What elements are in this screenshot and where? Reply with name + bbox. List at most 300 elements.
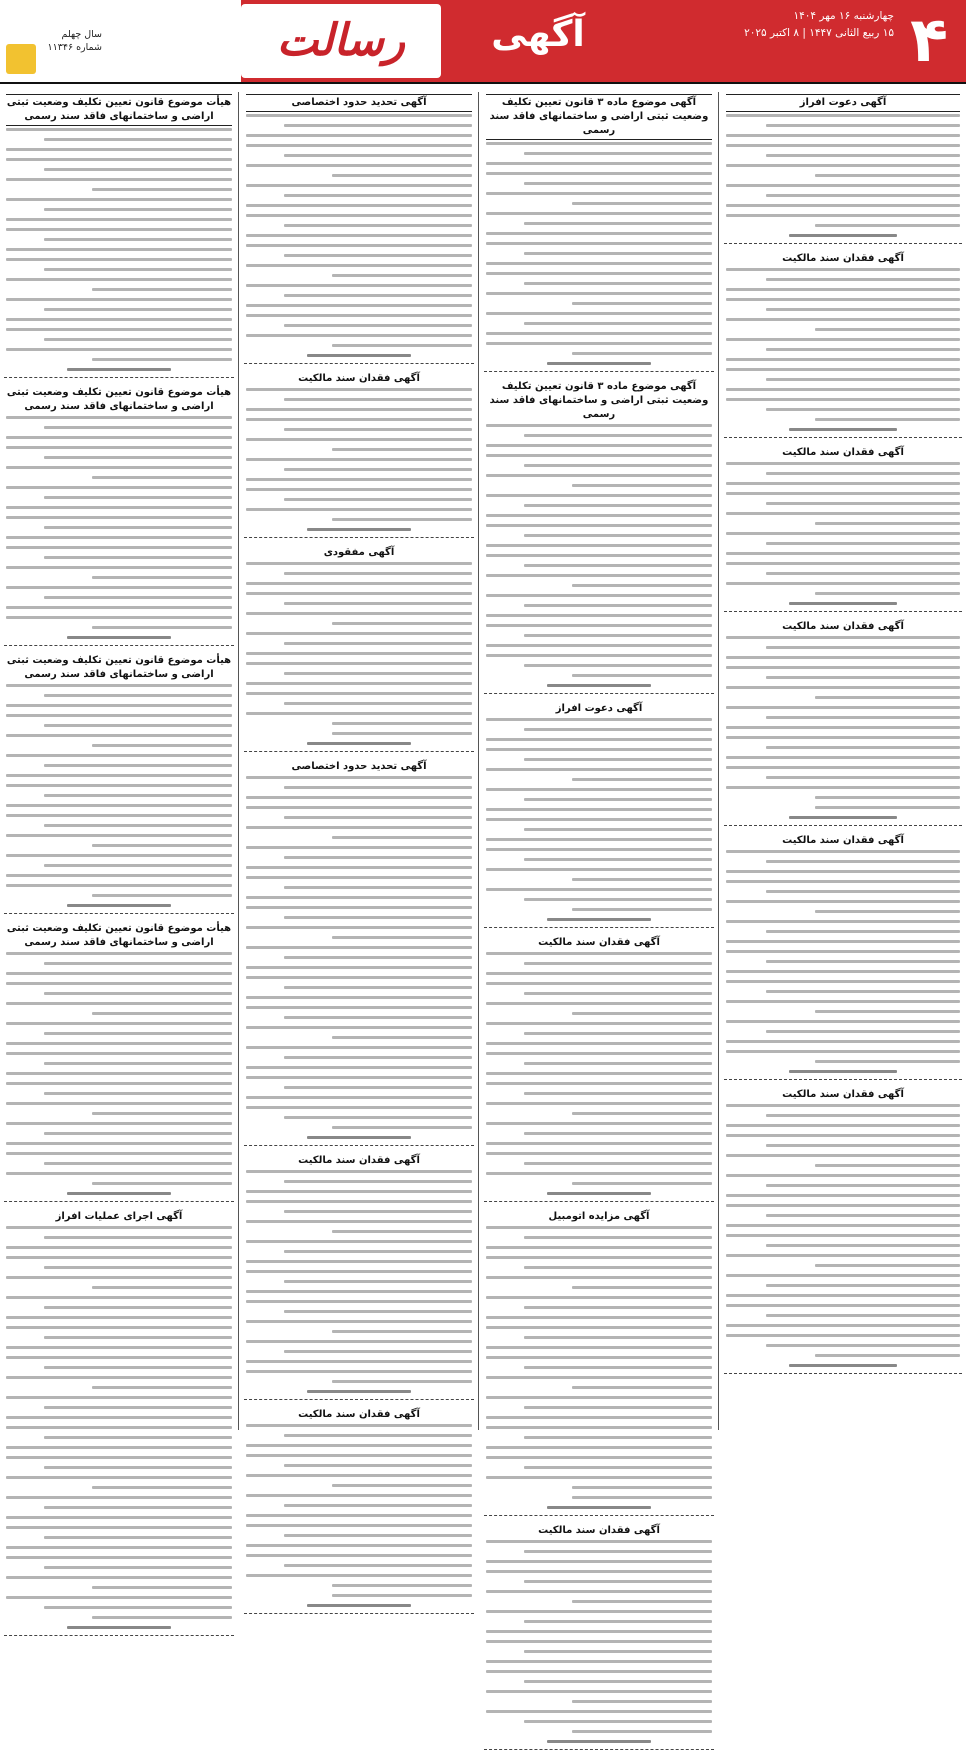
text-line: [284, 1504, 472, 1507]
text-line: [524, 1680, 712, 1683]
ad-block: [724, 92, 962, 244]
text-line: [246, 946, 472, 949]
text-line: [6, 1356, 232, 1359]
text-line: [246, 806, 472, 809]
text-line: [726, 970, 960, 973]
text-line: [246, 1424, 472, 1427]
text-line: [524, 464, 712, 467]
text-line: [486, 848, 712, 851]
text-line: [486, 972, 712, 975]
text-line: [726, 462, 960, 465]
text-line: [44, 168, 232, 171]
text-line: [6, 1246, 232, 1249]
text-line: [486, 952, 712, 955]
text-line: [246, 1494, 472, 1497]
text-line: [44, 962, 232, 965]
text-line: [486, 474, 712, 477]
text-line: [726, 532, 960, 535]
text-line: [92, 1112, 232, 1115]
text-line: [726, 686, 960, 689]
text-line: [726, 1294, 960, 1297]
text-line: [486, 614, 712, 617]
text-line: [486, 1316, 712, 1319]
text-line: [524, 798, 712, 801]
text-line: [726, 1040, 960, 1043]
ad-signature-line: [67, 904, 171, 907]
ad-body-placeholder: [6, 952, 232, 1185]
text-line: [486, 272, 712, 275]
text-line: [486, 212, 712, 215]
text-line: [44, 596, 232, 599]
text-line: [486, 1122, 712, 1125]
text-line: [332, 344, 472, 347]
text-line: [332, 1126, 472, 1129]
text-line: [572, 908, 712, 911]
text-line: [726, 1254, 960, 1257]
text-line: [246, 418, 472, 421]
text-line: [726, 144, 960, 147]
text-line: [246, 1454, 472, 1457]
text-line: [486, 818, 712, 821]
text-line: [815, 1354, 960, 1357]
text-line: [486, 1560, 712, 1563]
text-line: [524, 1236, 712, 1239]
text-line: [486, 524, 712, 527]
text-line: [524, 634, 712, 637]
text-line: [284, 154, 472, 157]
newspaper-logo-text: رسالت: [276, 15, 406, 66]
text-line: [284, 1180, 472, 1183]
text-line: [6, 1396, 232, 1399]
text-line: [246, 1444, 472, 1447]
date-block: [694, 8, 894, 42]
text-line: [6, 348, 232, 351]
text-line: [44, 992, 232, 995]
ad-block: [4, 920, 234, 1202]
text-line: [486, 1376, 712, 1379]
text-line: [766, 154, 960, 157]
text-line: [486, 1142, 712, 1145]
text-line: [44, 1306, 232, 1309]
text-line: [524, 1550, 712, 1553]
text-line: [524, 758, 712, 761]
ad-body-placeholder: [726, 636, 960, 809]
text-line: [572, 302, 712, 305]
text-line: [726, 1194, 960, 1197]
text-line: [726, 1224, 960, 1227]
text-line: [572, 484, 712, 487]
ad-signature-line: [547, 1192, 651, 1195]
text-line: [572, 1700, 712, 1703]
text-line: [486, 424, 712, 427]
text-line: [6, 466, 232, 469]
text-line: [815, 328, 960, 331]
text-line: [726, 482, 960, 485]
text-line: [332, 518, 472, 521]
text-line: [766, 990, 960, 993]
ad-title: آگهی فقدان سند مالکیت: [538, 1525, 660, 1536]
text-line: [726, 656, 960, 659]
text-line: [726, 1000, 960, 1003]
text-line: [726, 666, 960, 669]
text-line: [486, 1690, 712, 1693]
ad-signature-line: [67, 1192, 171, 1195]
text-line: [246, 1200, 472, 1203]
ad-signature-line: [67, 368, 171, 371]
ad-title: آگهی دعوت افراز: [726, 94, 960, 112]
ad-body-placeholder: [486, 1540, 712, 1733]
text-line: [284, 672, 472, 675]
text-line: [284, 786, 472, 789]
text-line: [6, 536, 232, 539]
text-line: [6, 1082, 232, 1085]
text-line: [92, 358, 232, 361]
text-line: [726, 1050, 960, 1053]
text-line: [572, 1386, 712, 1389]
text-line: [572, 674, 712, 677]
text-line: [486, 162, 712, 165]
text-line: [246, 508, 472, 511]
text-line: [44, 1406, 232, 1409]
text-line: [246, 1320, 472, 1323]
text-line: [6, 1596, 232, 1599]
text-line: [486, 768, 712, 771]
text-line: [332, 1036, 472, 1039]
text-line: [284, 194, 472, 197]
text-line: [332, 1584, 472, 1587]
text-line: [284, 1434, 472, 1437]
text-line: [815, 696, 960, 699]
text-line: [6, 754, 232, 757]
text-line: [726, 636, 960, 639]
text-line: [726, 562, 960, 565]
text-line: [766, 676, 960, 679]
text-line: [524, 434, 712, 437]
text-line: [726, 1274, 960, 1277]
text-line: [6, 1316, 232, 1319]
ad-block: [4, 1208, 234, 1636]
text-line: [92, 894, 232, 897]
text-line: [44, 426, 232, 429]
ads-column-3: [244, 92, 474, 1430]
text-line: [766, 1114, 960, 1117]
ad-signature-line: [547, 918, 651, 921]
text-line: [572, 1012, 712, 1015]
text-line: [486, 1346, 712, 1349]
text-line: [726, 512, 960, 515]
text-line: [44, 456, 232, 459]
text-line: [44, 1366, 232, 1369]
ad-block: [724, 444, 962, 612]
text-line: [44, 1092, 232, 1095]
text-line: [726, 358, 960, 361]
text-line: [486, 1446, 712, 1449]
text-line: [726, 726, 960, 729]
text-line: [815, 1264, 960, 1267]
text-line: [246, 896, 472, 899]
text-line: [726, 1304, 960, 1307]
text-line: [486, 1640, 712, 1643]
text-line: [486, 1456, 712, 1459]
text-line: [246, 1046, 472, 1049]
text-line: [6, 1172, 232, 1175]
text-line: [815, 224, 960, 227]
text-line: [246, 214, 472, 217]
text-line: [92, 476, 232, 479]
text-line: [246, 612, 472, 615]
ads-column-1: [724, 92, 962, 1430]
text-line: [284, 1016, 472, 1019]
text-line: [44, 1436, 232, 1439]
text-line: [44, 1062, 232, 1065]
text-line: [572, 1730, 712, 1733]
column-divider: [478, 92, 479, 1430]
text-line: [6, 1516, 232, 1519]
ad-signature-line: [789, 816, 897, 819]
ad-signature-line: [547, 1740, 651, 1743]
ad-body-placeholder: [726, 850, 960, 1063]
text-line: [246, 1340, 472, 1343]
text-line: [524, 282, 712, 285]
text-line: [44, 208, 232, 211]
text-line: [44, 724, 232, 727]
text-line: [766, 308, 960, 311]
text-line: [726, 950, 960, 953]
text-line: [246, 582, 472, 585]
text-line: [284, 602, 472, 605]
ad-title: هیأت موضوع قانون تعیین تکلیف وضعیت ثبتی اراضی و ساختمانهای فاقد سند رسمی: [6, 387, 232, 412]
text-line: [44, 1466, 232, 1469]
text-line: [726, 880, 960, 883]
text-line: [246, 1474, 472, 1477]
text-line: [486, 1152, 712, 1155]
text-line: [726, 756, 960, 759]
text-line: [246, 264, 472, 267]
text-line: [766, 776, 960, 779]
text-line: [6, 1326, 232, 1329]
text-line: [284, 124, 472, 127]
text-line: [486, 554, 712, 557]
text-line: [524, 604, 712, 607]
text-line: [486, 1072, 712, 1075]
text-line: [6, 784, 232, 787]
text-line: [246, 1270, 472, 1273]
column-divider: [718, 92, 719, 1430]
text-line: [284, 498, 472, 501]
ad-body-placeholder: [726, 268, 960, 421]
text-line: [6, 298, 232, 301]
ad-block: [4, 384, 234, 646]
text-line: [766, 278, 960, 281]
ad-block: [724, 618, 962, 826]
text-line: [44, 1566, 232, 1569]
text-line: [726, 214, 960, 217]
text-line: [284, 254, 472, 257]
text-line: [246, 134, 472, 137]
text-line: [92, 1012, 232, 1015]
text-line: [486, 788, 712, 791]
text-line: [246, 682, 472, 685]
text-line: [246, 164, 472, 167]
text-line: [726, 1324, 960, 1327]
text-line: [92, 1286, 232, 1289]
text-line: [284, 816, 472, 819]
ad-body-placeholder: [486, 142, 712, 355]
text-line: [524, 222, 712, 225]
ad-block: [244, 758, 474, 1146]
text-line: [6, 1456, 232, 1459]
text-line: [486, 192, 712, 195]
text-line: [766, 646, 960, 649]
text-line: [44, 764, 232, 767]
text-line: [246, 1006, 472, 1009]
text-line: [246, 314, 472, 317]
text-line: [246, 304, 472, 307]
text-line: [6, 128, 232, 131]
page-number: ۴: [910, 3, 948, 76]
text-line: [246, 592, 472, 595]
text-line: [486, 1570, 712, 1573]
ad-title: آگهی فقدان سند مالکیت: [298, 1155, 420, 1166]
date-lunar-gregorian: ۱۵ ربیع الثانی ۱۴۴۷ | ۸ اکتبر ۲۰۲۵: [744, 27, 894, 39]
ad-signature-line: [789, 1070, 897, 1073]
text-line: [6, 704, 232, 707]
text-line: [486, 1082, 712, 1085]
text-line: [524, 1366, 712, 1369]
text-line: [486, 1296, 712, 1299]
text-line: [524, 1436, 712, 1439]
text-line: [284, 1464, 472, 1467]
text-line: [572, 778, 712, 781]
text-line: [284, 916, 472, 919]
text-line: [246, 184, 472, 187]
text-line: [815, 418, 960, 421]
text-line: [246, 1260, 472, 1263]
text-line: [246, 1066, 472, 1069]
text-line: [6, 1476, 232, 1479]
ad-title: آگهی فقدان سند مالکیت: [782, 621, 904, 632]
text-line: [766, 890, 960, 893]
ad-block: [244, 1406, 474, 1614]
text-line: [524, 1306, 712, 1309]
date-persian: چهارشنبه ۱۶ مهر ۱۴۰۴: [793, 10, 894, 22]
text-line: [284, 1310, 472, 1313]
ad-title: هیأت موضوع قانون تعیین تکلیف وضعیت ثبتی اراضی و ساختمانهای فاقد سند رسمی: [6, 655, 232, 680]
text-line: [524, 1032, 712, 1035]
text-line: [246, 562, 472, 565]
text-line: [6, 1426, 232, 1429]
text-line: [246, 1360, 472, 1363]
text-line: [766, 860, 960, 863]
text-line: [524, 1580, 712, 1583]
text-line: [524, 858, 712, 861]
text-line: [726, 268, 960, 271]
text-line: [6, 854, 232, 857]
text-line: [246, 488, 472, 491]
text-line: [486, 1356, 712, 1359]
text-line: [524, 1266, 712, 1269]
text-line: [486, 1660, 712, 1663]
text-line: [6, 1416, 232, 1419]
text-line: [6, 606, 232, 609]
text-line: [92, 1586, 232, 1589]
ad-title: آگهی تحدید حدود اختصاصی: [291, 761, 427, 772]
ad-body-placeholder: [726, 462, 960, 595]
text-line: [486, 1276, 712, 1279]
text-line: [486, 514, 712, 517]
ad-block: [484, 1522, 714, 1750]
text-line: [246, 632, 472, 635]
text-line: [524, 1620, 712, 1623]
ad-body-placeholder: [6, 416, 232, 629]
text-line: [726, 298, 960, 301]
text-line: [6, 516, 232, 519]
text-line: [524, 1162, 712, 1165]
text-line: [815, 910, 960, 913]
issue-number: شماره ۱۱۳۴۶: [47, 42, 102, 53]
ad-block: [244, 544, 474, 752]
issue-year: سال چهلم: [61, 29, 102, 40]
text-line: [246, 1026, 472, 1029]
text-line: [332, 1330, 472, 1333]
text-line: [44, 794, 232, 797]
text-line: [486, 654, 712, 657]
text-line: [726, 398, 960, 401]
text-line: [766, 1030, 960, 1033]
text-line: [6, 952, 232, 955]
text-line: [92, 844, 232, 847]
text-line: [44, 864, 232, 867]
text-line: [486, 624, 712, 627]
text-line: [6, 1002, 232, 1005]
text-line: [486, 1476, 712, 1479]
text-line: [6, 446, 232, 449]
text-line: [92, 1386, 232, 1389]
ad-body-placeholder: [6, 684, 232, 897]
ad-title: آگهی دعوت افراز: [555, 703, 643, 714]
text-line: [815, 1010, 960, 1013]
text-line: [524, 962, 712, 965]
text-line: [6, 278, 232, 281]
text-line: [44, 694, 232, 697]
text-line: [6, 1042, 232, 1045]
text-line: [572, 1486, 712, 1489]
text-line: [284, 1534, 472, 1537]
text-line: [726, 900, 960, 903]
text-line: [6, 1526, 232, 1529]
text-line: [572, 1600, 712, 1603]
text-line: [486, 1590, 712, 1593]
ad-title: آگهی موضوع ماده ۳ قانون تعیین تکلیف وضعیت ثبتی اراضی و ساختمانهای فاقد سند رسمی: [486, 94, 712, 140]
text-line: [524, 1132, 712, 1135]
text-line: [726, 1154, 960, 1157]
text-line: [44, 1162, 232, 1165]
text-line: [766, 408, 960, 411]
text-line: [44, 1132, 232, 1135]
text-line: [486, 1670, 712, 1673]
text-line: [246, 458, 472, 461]
text-line: [6, 228, 232, 231]
ad-signature-line: [547, 1506, 651, 1509]
ad-body-placeholder: [486, 1226, 712, 1499]
text-line: [486, 574, 712, 577]
ad-signature-line: [789, 428, 897, 431]
text-line: [284, 294, 472, 297]
text-line: [486, 982, 712, 985]
ad-block: [484, 700, 714, 928]
text-line: [246, 284, 472, 287]
text-line: [726, 318, 960, 321]
